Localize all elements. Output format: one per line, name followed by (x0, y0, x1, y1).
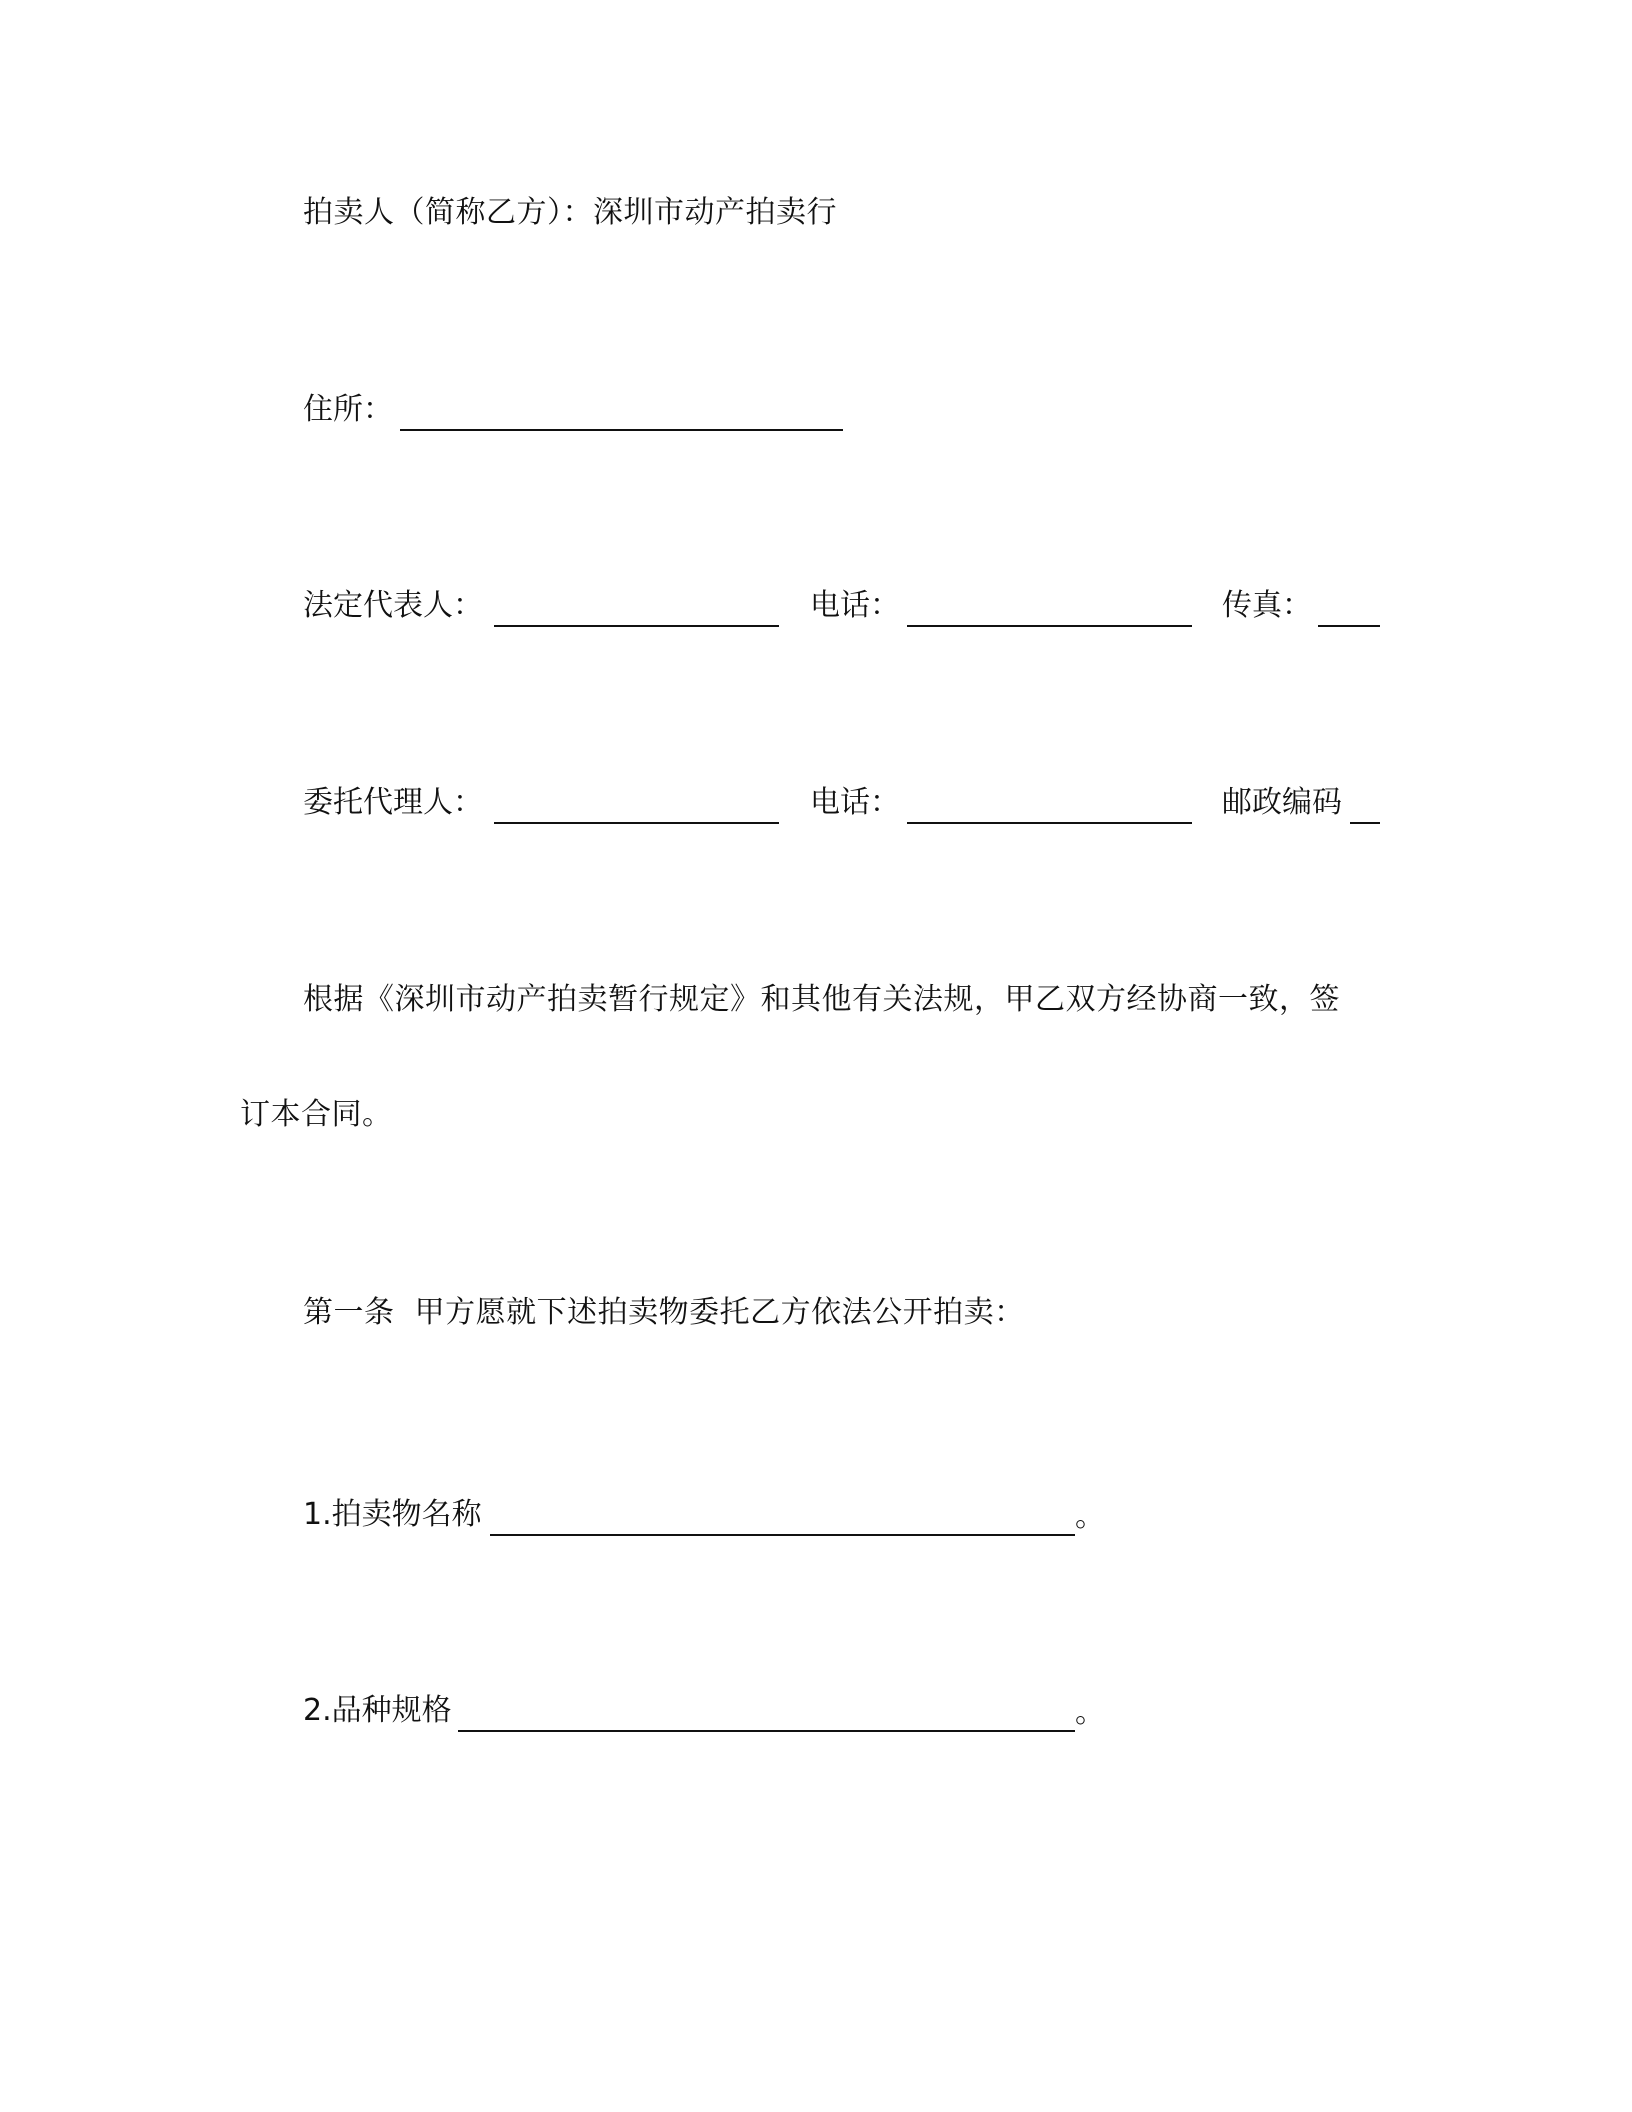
postcode-blank[interactable] (1350, 822, 1380, 824)
fax-label: 传真： (1222, 588, 1312, 623)
article-1: 第一条 甲方愿就下述拍卖物委托乙方依法公开拍卖： (303, 1295, 1025, 1330)
legal-rep-label: 法定代表人： (303, 588, 483, 623)
auctioneer-line: 拍卖人（简称乙方）：深圳市动产拍卖行 (303, 195, 837, 230)
phone-label-2: 电话： (810, 785, 900, 820)
preamble-line-2: 订本合同。 (240, 1097, 393, 1132)
item1-end: 。 (1075, 1499, 1105, 1534)
item1-label: 1.拍卖物名称 (303, 1497, 482, 1532)
item2-blank[interactable] (458, 1730, 1075, 1732)
fax-blank[interactable] (1318, 625, 1380, 627)
address-blank[interactable] (400, 429, 843, 431)
phone-blank-1[interactable] (907, 625, 1192, 627)
phone-label-1: 电话： (810, 588, 900, 623)
item2-label: 2.品种规格 (303, 1693, 452, 1728)
agent-blank[interactable] (494, 822, 779, 824)
agent-label: 委托代理人： (303, 785, 483, 820)
preamble-line-1: 根据《深圳市动产拍卖暂行规定》和其他有关法规，甲乙双方经协商一致，签 (303, 982, 1340, 1017)
postcode-label: 邮政编码 (1222, 785, 1342, 820)
legal-rep-blank[interactable] (494, 625, 779, 627)
item1-blank[interactable] (490, 1534, 1075, 1536)
phone-blank-2[interactable] (907, 822, 1192, 824)
address-label: 住所： (303, 392, 393, 427)
item2-end: 。 (1075, 1695, 1105, 1730)
